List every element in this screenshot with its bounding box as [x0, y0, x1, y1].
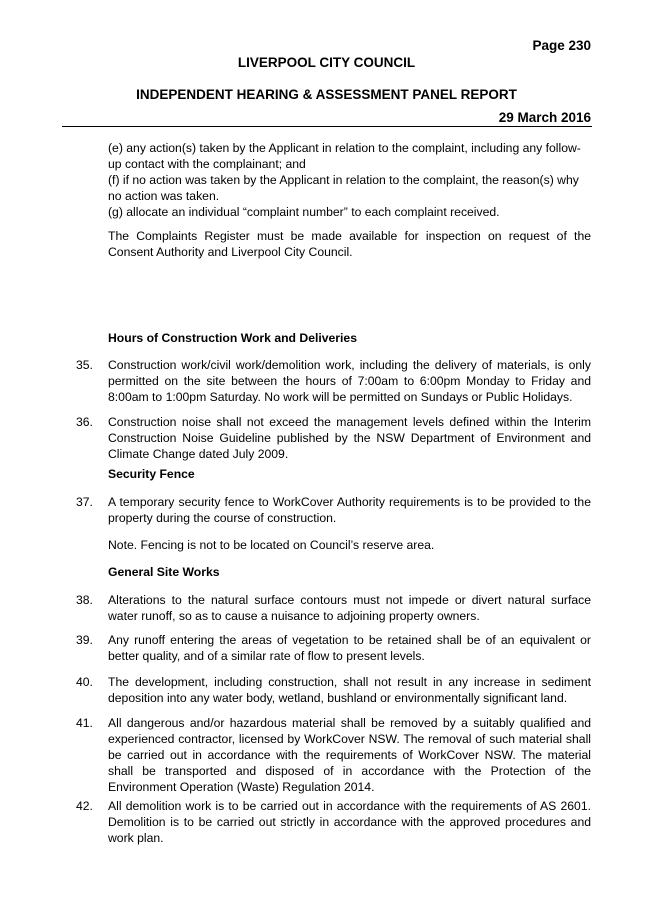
council-title: LIVERPOOL CITY COUNCIL — [237, 55, 416, 70]
condition-number: 38. — [76, 593, 93, 607]
complaint-item-g: (g) allocate an individual “complaint number” to each complaint received. — [108, 205, 500, 219]
condition-text: Alterations to the natural surface contours must not impede or divert natural surface water runoff, so as to cause a nuisance to adjoining property owners. — [108, 593, 591, 623]
condition-36 — [76, 414, 591, 462]
condition-number: 41. — [76, 716, 93, 730]
condition-number: 40. — [76, 675, 93, 689]
condition-35 — [76, 357, 591, 405]
condition-number: 37. — [76, 495, 93, 509]
condition-text: The development, including construction, shall not result in any increase in sediment deposition into any water body, wetland, bushland or environmentally significant land. — [108, 675, 591, 705]
condition-38 — [76, 592, 591, 624]
report-date: 29 March 2016 — [498, 110, 591, 125]
condition-number: 39. — [76, 633, 93, 647]
complaint-item-e: (e) any action(s) taken by the Applicant in relation to the complaint, including any follow-up contact with the complainant; and — [108, 141, 581, 171]
condition-number: 35. — [76, 358, 93, 372]
condition-text: All demolition work is to be carried out in accordance with the requirements of AS 2601. Demolition is to be carried out strictly in accordance with the approved procedures and work plan. — [108, 799, 591, 845]
condition-text: Construction work/civil work/demolition work, including the delivery of materials, is only permitted on the site between the hours of 7:00am to 6:00pm Monday to Friday and 8:00am to 1:00pm Saturday. No work will be permitted on Sundays or Public Holidays. — [108, 358, 591, 404]
condition-number: 36. — [76, 415, 93, 429]
condition-39 — [76, 632, 591, 664]
complaints-register-note: The Complaints Register must be made available for inspection on request of the Consent Authority and Liverpool City Council. — [108, 229, 591, 259]
condition-number: 42. — [76, 799, 93, 813]
section-heading-security: Security Fence — [108, 467, 195, 481]
condition-41 — [76, 715, 591, 795]
condition-text: A temporary security fence to WorkCover Authority requirements is to be provided to the property during the course of construction. — [108, 495, 591, 525]
fencing-note: Note. Fencing is not to be located on Council’s reserve area. — [108, 538, 435, 552]
complaint-item-f: (f) if no action was taken by the Applicant in relation to the complaint, the reason(s) why no action was taken. — [108, 173, 579, 203]
page-number: Page 230 — [532, 38, 591, 53]
condition-text: Any runoff entering the areas of vegetation to be retained shall be of an equivalent or better quality, and of a similar rate of flow to present levels. — [108, 633, 591, 663]
section-heading-hours: Hours of Construction Work and Deliveries — [108, 331, 357, 345]
condition-40 — [76, 674, 591, 706]
condition-37 — [76, 494, 591, 526]
section-heading-general: General Site Works — [108, 565, 220, 579]
condition-text: All dangerous and/or hazardous material shall be removed by a suitably qualified and experienced contractor, licensed by WorkCover NSW. The removal of such material shall be carried out in accordance with the requirements of WorkCover NSW. The material shall be transported and disposed of in accordance with the Protection of the Environment Operation (Waste) Regulation 2014. — [108, 716, 591, 794]
report-title: INDEPENDENT HEARING & ASSESSMENT PANEL REPORT — [136, 87, 517, 102]
header-rule — [62, 126, 592, 127]
condition-42 — [76, 798, 591, 846]
condition-text: Construction noise shall not exceed the management levels defined within the Interim Construction Noise Guideline published by the NSW Department of Environment and Climate Change dated July 2009. — [108, 415, 591, 461]
